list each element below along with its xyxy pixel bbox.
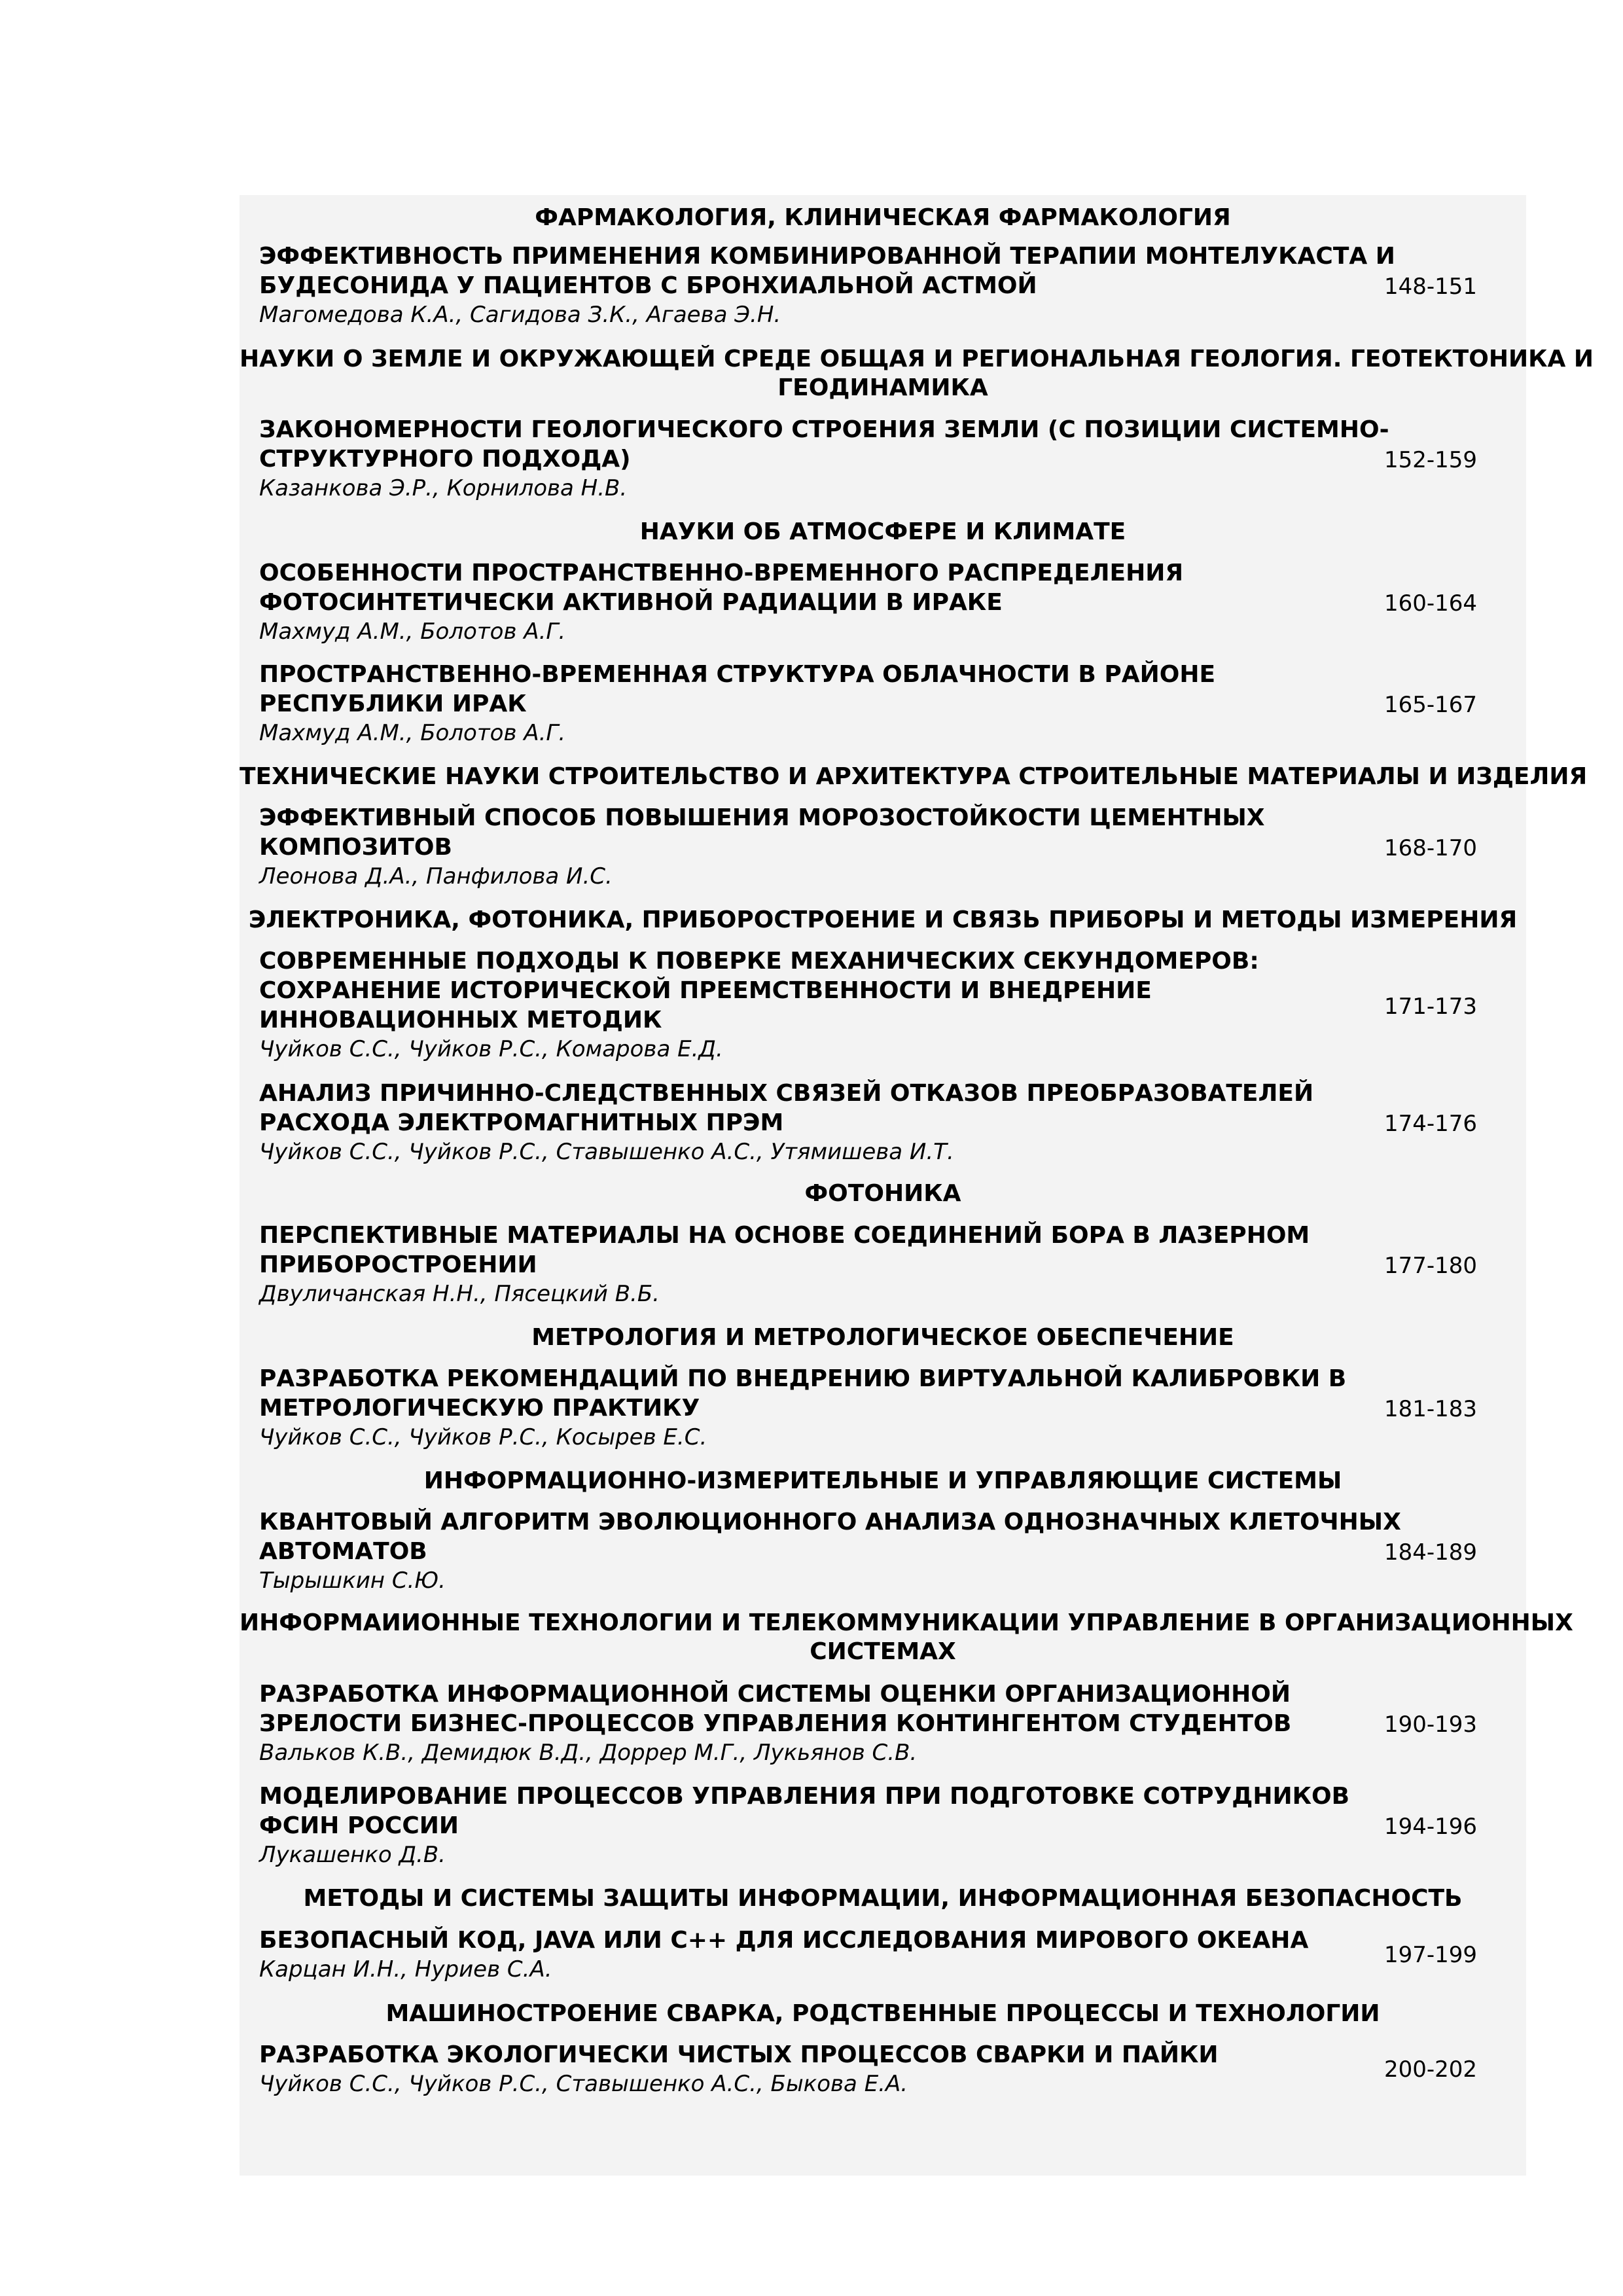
table-of-contents xyxy=(240,195,1594,2176)
entry-title: КОМПОЗИТОВ xyxy=(259,834,452,861)
entry-title: ОСОБЕННОСТИ ПРОСТРАНСТВЕННО-ВРЕМЕННОГО РАСПРЕДЕЛЕНИЯ xyxy=(259,560,1184,586)
entry-title: РАЗРАБОТКА РЕКОМЕНДАЦИЙ ПО ВНЕДРЕНИЮ ВИРТУАЛЬНОЙ КАЛИБРОВКИ В xyxy=(259,1365,1347,1392)
entry-pages: 184-189 xyxy=(1383,1539,1478,1566)
entry-pages: 165-167 xyxy=(1383,692,1478,718)
section-heading: НАУКИ ОБ АТМОСФЕРЕ И КЛИМАТЕ xyxy=(639,518,1126,545)
entry-title: РАЗРАБОТКА ЭКОЛОГИЧЕСКИ ЧИСТЫХ ПРОЦЕССОВ СВАРКИ И ПАЙКИ xyxy=(259,2041,1219,2068)
entry-pages: 190-193 xyxy=(1383,1712,1478,1738)
entry-pages: 181-183 xyxy=(1383,1396,1478,1422)
entry-title: ФОТОСИНТЕТИЧЕСКИ АКТИВНОЙ РАДИАЦИИ В ИРАКЕ xyxy=(259,589,1003,616)
entry-title: МОДЕЛИРОВАНИЕ ПРОЦЕССОВ УПРАВЛЕНИЯ ПРИ ПОДГОТОВКЕ СОТРУДНИКОВ xyxy=(259,1783,1350,1810)
entry-title: БЕЗОПАСНЫЙ КОД, JAVA ИЛИ C++ ДЛЯ ИССЛЕДОВАНИЯ МИРОВОГО ОКЕАНА xyxy=(259,1927,1309,1954)
section-heading: МЕТОДЫ И СИСТЕМЫ ЗАЩИТЫ ИНФОРМАЦИИ, ИНФОРМАЦИОННАЯ БЕЗОПАСНОСТЬ xyxy=(303,1885,1463,1912)
entry-pages: 148-151 xyxy=(1383,274,1478,300)
entry-authors: Чуйков С.С., Чуйков Р.С., Ставышенко А.С., Утямишева И.Т. xyxy=(259,1139,954,1165)
entry-pages: 152-159 xyxy=(1383,447,1478,473)
entry-authors: Лукашенко Д.В. xyxy=(259,1842,446,1868)
entry-title: ФСИН РОССИИ xyxy=(259,1812,459,1839)
entry-authors: Чуйков С.С., Чуйков Р.С., Косырев Е.С. xyxy=(259,1424,707,1450)
entry-title: СОВРЕМЕННЫЕ ПОДХОДЫ К ПОВЕРКЕ МЕХАНИЧЕСКИХ СЕКУНДОМЕРОВ: xyxy=(259,948,1259,975)
entry-pages: 194-196 xyxy=(1383,1814,1478,1840)
entry-title: ПРОСТРАНСТВЕННО-ВРЕМЕННАЯ СТРУКТУРА ОБЛАЧНОСТИ В РАЙОНЕ xyxy=(259,661,1216,688)
section-heading: ИНФОРМАЦИОННО-ИЗМЕРИТЕЛЬНЫЕ И УПРАВЛЯЮЩИЕ СИСТЕМЫ xyxy=(423,1467,1342,1494)
entry-pages: 168-170 xyxy=(1383,835,1478,861)
entry-title: ПРИБОРОСТРОЕНИИ xyxy=(259,1251,537,1278)
entry-title: ЗАКОНОМЕРНОСТИ ГЕОЛОГИЧЕСКОГО СТРОЕНИЯ ЗЕМЛИ (С ПОЗИЦИИ СИСТЕМНО- xyxy=(259,416,1389,443)
entry-authors: Тырышкин С.Ю. xyxy=(259,1568,446,1594)
section-heading: ФОТОНИКА xyxy=(804,1180,961,1207)
entry-authors: Вальков К.В., Демидюк В.Д., Доррер М.Г., Лукьянов С.В. xyxy=(259,1740,918,1766)
entry-title: ИННОВАЦИОННЫХ МЕТОДИК xyxy=(259,1007,662,1033)
entry-authors: Махмуд А.М., Болотов А.Г. xyxy=(259,619,566,645)
section-heading: МАШИНОСТРОЕНИЕ СВАРКА, РОДСТВЕННЫЕ ПРОЦЕССЫ И ТЕХНОЛОГИИ xyxy=(385,2000,1380,2027)
entry-title: РЕСПУБЛИКИ ИРАК xyxy=(259,691,527,717)
entry-title: РАСХОДА ЭЛЕКТРОМАГНИТНЫХ ПРЭМ xyxy=(259,1109,784,1136)
entry-pages: 160-164 xyxy=(1383,590,1478,617)
entry-title: ЭФФЕКТИВНОСТЬ ПРИМЕНЕНИЯ КОМБИНИРОВАННОЙ ТЕРАПИИ МОНТЕЛУКАСТА И xyxy=(259,243,1395,270)
section-heading: ЭЛЕКТРОНИКА, ФОТОНИКА, ПРИБОРОСТРОЕНИЕ И СВЯЗЬ ПРИБОРЫ И МЕТОДЫ ИЗМЕРЕНИЯ xyxy=(248,906,1518,933)
entry-title: АВТОМАТОВ xyxy=(259,1538,427,1565)
section-heading: МЕТРОЛОГИЯ И МЕТРОЛОГИЧЕСКОЕ ОБЕСПЕЧЕНИЕ xyxy=(531,1324,1234,1351)
section-heading: ГЕОДИНАМИКА xyxy=(777,374,988,401)
entry-authors: Чуйков С.С., Чуйков Р.С., Ставышенко А.С., Быкова Е.А. xyxy=(259,2071,908,2097)
entry-title: РАЗРАБОТКА ИНФОРМАЦИОННОЙ СИСТЕМЫ ОЦЕНКИ ОРГАНИЗАЦИОННОЙ xyxy=(259,1681,1291,1708)
entry-authors: Казанкова Э.Р., Корнилова Н.В. xyxy=(259,475,628,501)
entry-title: КВАНТОВЫЙ АЛГОРИТМ ЭВОЛЮЦИОННОГО АНАЛИЗА ОДНОЗНАЧНЫХ КЛЕТОЧНЫХ xyxy=(259,1509,1401,1535)
entry-pages: 200-202 xyxy=(1383,2056,1478,2083)
entry-title: ЭФФЕКТИВНЫЙ СПОСОБ ПОВЫШЕНИЯ МОРОЗОСТОЙКОСТИ ЦЕМЕНТНЫХ xyxy=(259,804,1265,831)
entry-title: МЕТРОЛОГИЧЕСКУЮ ПРАКТИКУ xyxy=(259,1395,700,1422)
entry-title: ЗРЕЛОСТИ БИЗНЕС-ПРОЦЕССОВ УПРАВЛЕНИЯ КОНТИНГЕНТОМ СТУДЕНТОВ xyxy=(259,1710,1292,1737)
section-heading: СИСТЕМАХ xyxy=(810,1638,956,1665)
entry-title: АНАЛИЗ ПРИЧИННО-СЛЕДСТВЕННЫХ СВЯЗЕЙ ОТКАЗОВ ПРЕОБРАЗОВАТЕЛЕЙ xyxy=(259,1080,1314,1107)
section-heading: ИНФОРМАИИОННЫЕ ТЕХНОЛОГИИ И ТЕЛЕКОММУНИКАЦИИ УПРАВЛЕНИЕ В ОРГАНИЗАЦИОННЫХ xyxy=(240,1609,1573,1636)
entry-title: СТРУКТУРНОГО ПОДХОДА) xyxy=(259,446,631,473)
entry-authors: Карцан И.Н., Нуриев С.А. xyxy=(259,1956,552,1982)
entry-authors: Леонова Д.А., Панфилова И.С. xyxy=(259,863,613,889)
entry-pages: 197-199 xyxy=(1383,1942,1478,1968)
entry-title: СОХРАНЕНИЕ ИСТОРИЧЕСКОЙ ПРЕЕМСТВЕННОСТИ И ВНЕДРЕНИЕ xyxy=(259,977,1152,1004)
entry-pages: 171-173 xyxy=(1383,994,1478,1020)
entry-authors: Махмуд А.М., Болотов А.Г. xyxy=(259,720,566,746)
entry-title: БУДЕСОНИДА У ПАЦИЕНТОВ С БРОНХИАЛЬНОЙ АСТМОЙ xyxy=(259,272,1037,299)
section-heading: ФАРМАКОЛОГИЯ, КЛИНИЧЕСКАЯ ФАРМАКОЛОГИЯ xyxy=(535,204,1231,231)
section-heading: ТЕХНИЧЕСКИЕ НАУКИ СТРОИТЕЛЬСТВО И АРХИТЕКТУРА СТРОИТЕЛЬНЫЕ МАТЕРИАЛЫ И ИЗДЕЛИЯ xyxy=(240,763,1588,790)
entry-pages: 174-176 xyxy=(1383,1111,1478,1137)
entry-pages: 177-180 xyxy=(1383,1253,1478,1279)
entry-authors: Магомедова К.А., Сагидова З.К., Агаева Э.Н. xyxy=(259,302,781,328)
entry-authors: Чуйков С.С., Чуйков Р.С., Комарова Е.Д. xyxy=(259,1036,723,1062)
entry-title: ПЕРСПЕКТИВНЫЕ МАТЕРИАЛЫ НА ОСНОВЕ СОЕДИНЕНИЙ БОРА В ЛАЗЕРНОМ xyxy=(259,1222,1310,1249)
entry-authors: Двуличанская Н.Н., Пясецкий В.Б. xyxy=(259,1281,660,1307)
section-heading: НАУКИ О ЗЕМЛЕ И ОКРУЖАЮЩЕЙ СРЕДЕ ОБЩАЯ И РЕГИОНАЛЬНАЯ ГЕОЛОГИЯ. ГЕОТЕКТОНИКА И xyxy=(240,346,1594,372)
